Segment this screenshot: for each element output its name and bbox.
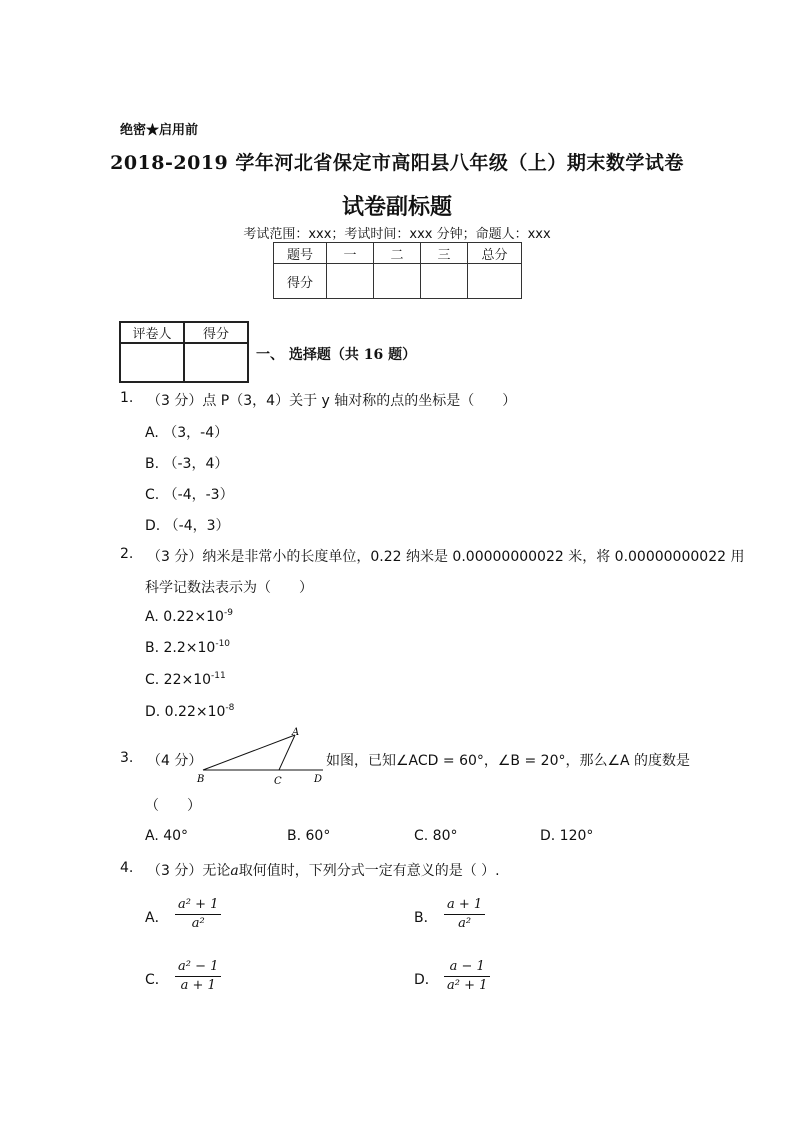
option-d-fraction bbox=[444, 959, 490, 993]
fraction-bar bbox=[175, 976, 221, 977]
fraction-bar bbox=[175, 914, 221, 915]
grader-header-cell: 得分 bbox=[184, 322, 248, 343]
option-base: B. 2.2×10 bbox=[145, 640, 216, 656]
question-number: 3. bbox=[120, 750, 134, 766]
question-stem: （3 分）点 P（3，4）关于 y 轴对称的点的坐标是（ ） bbox=[147, 393, 517, 409]
stem-pre: （3 分）无论 bbox=[147, 863, 231, 879]
exam-title: 2018-2019 学年河北省保定市高阳县八年级（上）期末数学试卷 bbox=[110, 152, 684, 174]
numerator: a + 1 bbox=[447, 897, 483, 912]
option-base: D. 0.22×10 bbox=[145, 704, 226, 720]
option-exponent: -9 bbox=[223, 608, 233, 618]
option-c: C. （-4，-3） bbox=[145, 487, 234, 503]
score-cell bbox=[327, 264, 374, 299]
option-b-fraction bbox=[444, 897, 485, 931]
question-stem: （3 分）纳米是非常小的长度单位，0.22 纳米是 0.00000000022 米，将 0.00000000022 用 bbox=[147, 549, 745, 565]
option-a-label: A． bbox=[145, 910, 169, 926]
score-row-label: 得分 bbox=[274, 264, 327, 299]
score-header-cell: 题号 bbox=[274, 243, 327, 264]
option-c: C. 80° bbox=[414, 828, 458, 844]
stem-post: 取何值时，下列分式一定有意义的是（ ）. bbox=[238, 863, 500, 879]
option-b-label: B． bbox=[414, 910, 438, 926]
option-c-label: C． bbox=[145, 972, 169, 988]
score-cell bbox=[374, 264, 421, 299]
option-b: B. （-3，4） bbox=[145, 456, 229, 472]
label-c: C bbox=[274, 776, 282, 787]
section-title: 一、 选择题（共 16 题） bbox=[256, 347, 417, 363]
question-stem-cont: （ ） bbox=[145, 798, 201, 814]
question-number: 1. bbox=[120, 390, 134, 406]
stem-variable: a bbox=[230, 863, 239, 879]
fraction-bar bbox=[444, 914, 485, 915]
question-number: 2. bbox=[120, 546, 134, 562]
score-header-cell: 二 bbox=[374, 243, 421, 264]
score-header-cell: 一 bbox=[327, 243, 374, 264]
score-header-cell: 总分 bbox=[468, 243, 522, 264]
option-base: C. 22×10 bbox=[145, 672, 212, 688]
option-d bbox=[145, 704, 234, 720]
option-base: A. 0.22×10 bbox=[145, 609, 224, 625]
numerator: a² + 1 bbox=[178, 897, 219, 912]
option-d: D. 120° bbox=[540, 828, 594, 844]
question-number: 4. bbox=[120, 860, 134, 876]
denominator: a² bbox=[191, 916, 205, 931]
option-b bbox=[145, 640, 230, 656]
numerator: a − 1 bbox=[449, 959, 485, 974]
option-exponent: -8 bbox=[225, 703, 235, 713]
denominator: a² + 1 bbox=[447, 978, 488, 993]
option-d-label: D． bbox=[414, 972, 439, 988]
triangle-figure bbox=[193, 726, 327, 788]
option-a: A. 40° bbox=[145, 828, 189, 844]
label-a: A bbox=[292, 727, 300, 738]
option-b: B. 60° bbox=[287, 828, 331, 844]
question-stem: 如图，已知∠ACD = 60°，∠B = 20°，那么∠A 的度数是 bbox=[326, 753, 691, 769]
option-exponent: -11 bbox=[211, 671, 226, 681]
fraction-bar bbox=[444, 976, 490, 977]
question-stem-cont: 科学记数法表示为（ ） bbox=[145, 580, 313, 596]
grader-cell bbox=[120, 343, 184, 382]
option-exponent: -10 bbox=[215, 639, 231, 649]
grader-header-cell: 评卷人 bbox=[120, 322, 184, 343]
score-header-cell: 三 bbox=[421, 243, 468, 264]
question-stem bbox=[147, 860, 500, 880]
exam-info: 考试范围：xxx；考试时间：xxx 分钟；命题人：xxx bbox=[243, 227, 551, 242]
numerator: a² − 1 bbox=[178, 959, 219, 974]
option-a bbox=[145, 609, 233, 625]
denominator: a² bbox=[458, 916, 472, 931]
option-d: D. （-4，3） bbox=[145, 518, 230, 534]
option-a-fraction bbox=[175, 897, 221, 931]
score-cell bbox=[421, 264, 468, 299]
option-a: A. （3，-4） bbox=[145, 425, 229, 441]
grader-cell bbox=[184, 343, 248, 382]
option-c bbox=[145, 672, 226, 688]
confidential-mark: 绝密★启用前 bbox=[120, 123, 199, 138]
label-d: D bbox=[314, 774, 323, 785]
label-b: B bbox=[197, 774, 205, 785]
option-c-fraction bbox=[175, 959, 221, 993]
grader-table bbox=[119, 321, 249, 383]
question-score: （4 分） bbox=[147, 753, 203, 769]
score-table bbox=[273, 242, 522, 299]
score-cell bbox=[468, 264, 522, 299]
denominator: a + 1 bbox=[180, 978, 216, 993]
exam-subtitle: 试卷副标题 bbox=[341, 194, 452, 220]
